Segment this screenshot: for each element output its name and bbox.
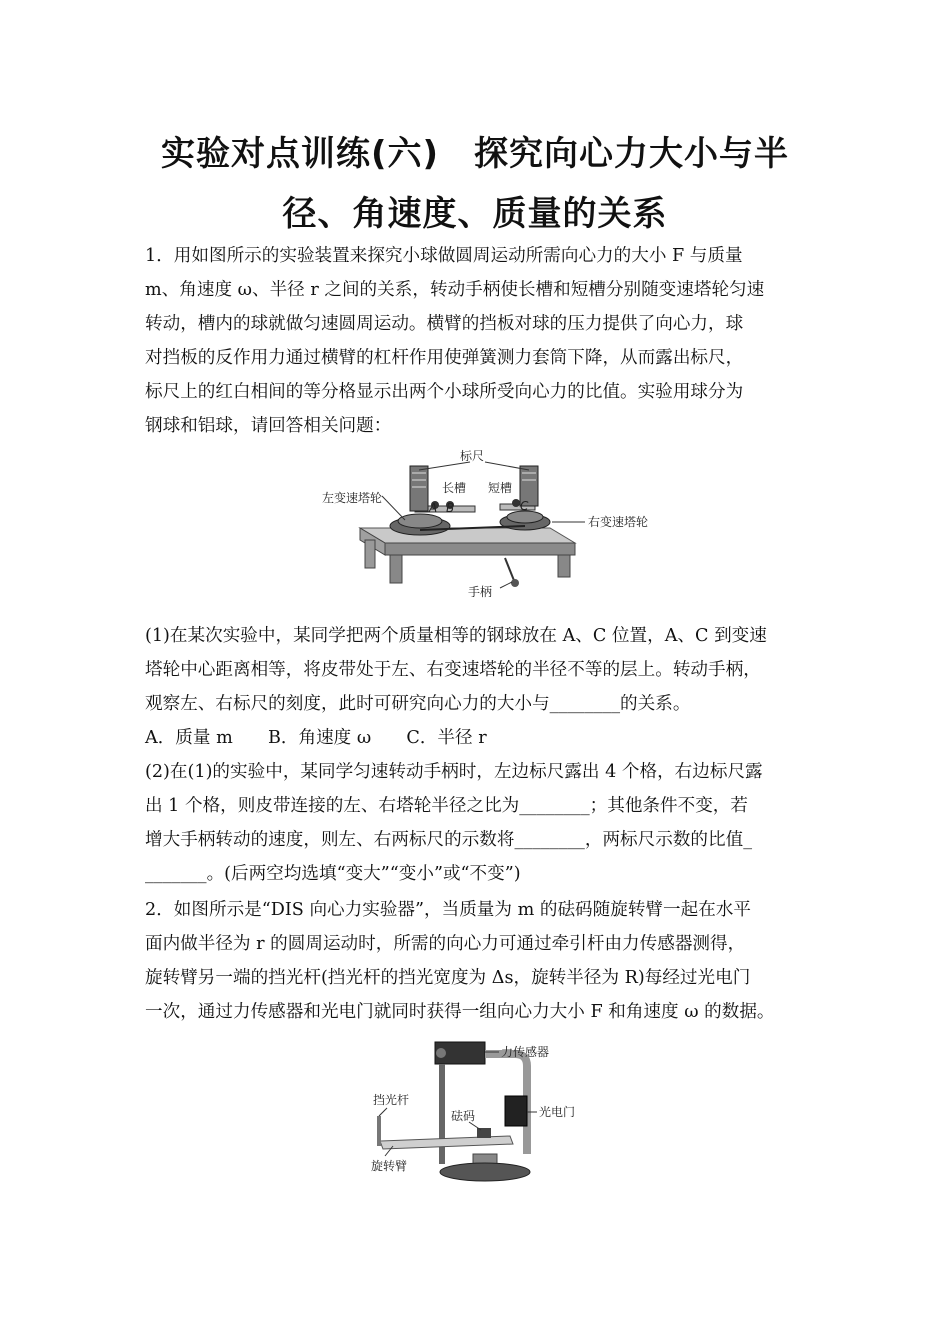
text-line: 对挡板的反作用力通过横臂的杠杆作用使弹簧测力套筒下降，从而露出标尺， <box>145 348 744 368</box>
text-line: 钢球和铝球，请回答相关问题： <box>145 416 392 436</box>
label-photogate: 光电门 <box>539 1105 576 1119</box>
text-line: m、角速度 ω、半径 r 之间的关系，转动手柄使长槽和短槽分别随变速塔轮匀速 <box>145 280 765 300</box>
label-short-groove: 短槽 <box>488 481 513 495</box>
page-title-line-2: 径、角速度、质量的关系 <box>282 194 668 234</box>
label-position-c: C <box>520 499 529 513</box>
label-force-sensor: 力传感器 <box>501 1045 550 1059</box>
handle <box>505 558 515 583</box>
centripetal-apparatus-figure <box>320 448 649 606</box>
label-weight: 砝码 <box>451 1109 476 1123</box>
table-top <box>360 528 575 543</box>
table-leg <box>365 540 375 568</box>
text-line: 塔轮中心距离相等，将皮带处于左、右变速塔轮的半径不等的层上。转动手柄， <box>145 660 761 680</box>
label-long-groove: 长槽 <box>442 481 467 495</box>
text-line: 标尺上的红白相间的等分格显示出两个小球所受向心力的比值。实验用球分为 <box>145 382 744 402</box>
text-line: 1．用如图所示的实验装置来探究小球做圆周运动所需向心力的大小 F 与质量 <box>145 246 743 266</box>
shaft <box>439 1064 445 1164</box>
text-line: 增大手柄转动的速度，则左、右两标尺的示数将________，两标尺示数的比值_ <box>145 830 752 850</box>
text-line: 旋转臂另一端的挡光杆(挡光杆的挡光宽度为 Δs，旋转半径为 R)每经过光电门 <box>145 968 751 988</box>
photogate <box>505 1096 527 1126</box>
rotating-arm <box>380 1136 513 1149</box>
dis-apparatus-figure <box>365 1036 595 1188</box>
text-line: 出 1 个格，则皮带连接的左、右塔轮半径之比为________；其他条件不变，若 <box>145 796 748 816</box>
text-line: 转动，槽内的球就做匀速圆周运动。横臂的挡板对球的压力提供了向心力，球 <box>145 314 744 334</box>
text-line: _______。(后两空均选填“变大”“变小”或“不变”) <box>145 864 521 884</box>
text-line: (1)在某次实验中，某同学把两个质量相等的钢球放在 A、C 位置，A、C 到变速 <box>145 626 767 646</box>
table-front <box>385 543 575 555</box>
table-leg <box>558 555 570 577</box>
page-title-line-1: 实验对点训练(六) 探究向心力大小与半 <box>160 134 790 174</box>
label-ruler: 标尺 <box>460 449 485 463</box>
label-light-bar: 挡光杆 <box>373 1093 410 1107</box>
label-position-a: A <box>429 501 438 515</box>
ball-c <box>512 499 520 507</box>
text-line: 一次，通过力传感器和光电门就同时获得一组向心力大小 F 和角速度 ω 的数据。 <box>145 1002 775 1022</box>
base <box>440 1163 530 1181</box>
label-rotating-arm: 旋转臂 <box>371 1159 408 1173</box>
label-position-b: B <box>446 501 455 515</box>
text-line: 2．如图所示是“DIS 向心力实验器”，当质量为 m 的砝码随旋转臂一起在水平 <box>145 900 751 920</box>
table-leg <box>390 555 402 583</box>
label-left-pulley: 左变速塔轮 <box>322 491 383 505</box>
weight <box>477 1128 491 1138</box>
label-handle: 手柄 <box>468 585 493 599</box>
text-line: (2)在(1)的实验中，某同学匀速转动手柄时，左边标尺露出 4 个格，右边标尺露 <box>145 762 763 782</box>
text-line: 面内做半径为 r 的圆周运动时，所需的向心力可通过牵引杆由力传感器测得， <box>145 934 746 954</box>
text-line: 观察左、右标尺的刻度，此时可研究向心力的大小与________的关系。 <box>145 694 691 714</box>
label-right-pulley: 右变速塔轮 <box>588 515 649 529</box>
answer-options: A．质量 m B．角速度 ω C．半径 r <box>145 728 487 748</box>
light-bar <box>377 1116 381 1146</box>
